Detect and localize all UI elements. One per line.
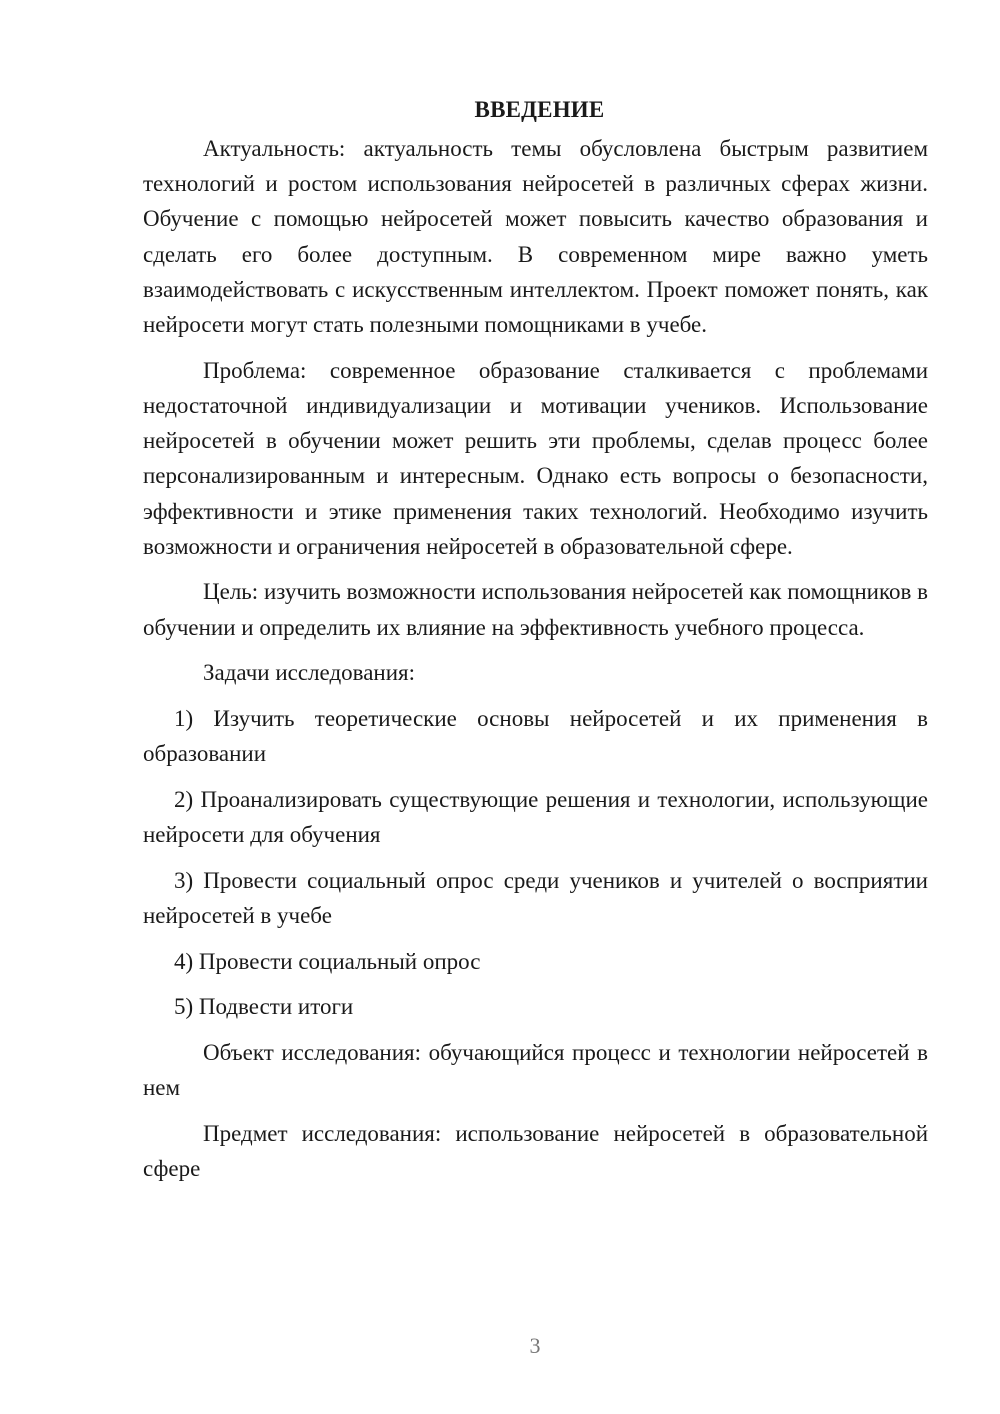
task-item-1: 1) Изучить теоретические основы нейросетей и их применения в образовании [143,706,928,767]
problem-paragraph: Проблема: современное образование сталкивается с проблемами недостаточной индивидуализации и мотивации учеников. Использование нейросетей в обучении может решить эти проблемы, сделав процесс более персонализированным и интересным. Однако есть вопросы о безопасности, эффективности и этике применения таких технологий. Необходимо изучить возможности и ограничения нейросетей в образовательной сфере. [143,357,928,559]
task-item-4: 4) Провести социальный опрос [174,948,481,974]
task-item-2: 2) Проанализировать существующие решения и технологии, использующие нейросети для обучения [143,786,928,848]
task-item-3: 3) Провести социальный опрос среди учеников и учителей о восприятии нейросетей в учебе [143,867,928,929]
object-paragraph: Объект исследования: обучающийся процесс и технологии нейросетей в нем [143,1040,928,1101]
relevance-paragraph: Актуальность: актуальность темы обусловлена быстрым развитием технологий и ростом использования нейросетей в различных сферах жизни. Обучение с помощью нейросетей может повысить качество образования и сделать его более доступным. В современном мире важно уметь взаимодействовать с искусственным интеллектом. Проект поможет понять, как нейросети могут стать полезными помощниками в учебе. [143,136,928,338]
task-item-5: 5) Подвести итоги [174,994,354,1020]
document-page [143,92,928,1197]
section-title: ВВЕДЕНИЕ [474,97,605,122]
subject-paragraph: Предмет исследования: использование нейросетей в образовательной сфере [143,1121,928,1182]
page-number: 3 [529,1333,541,1358]
tasks-heading: Задачи исследования: [203,660,416,686]
goal-paragraph: Цель: изучить возможности использования нейросетей как помощников в обучении и определить их влияние на эффективность учебного процесса. [143,579,928,640]
